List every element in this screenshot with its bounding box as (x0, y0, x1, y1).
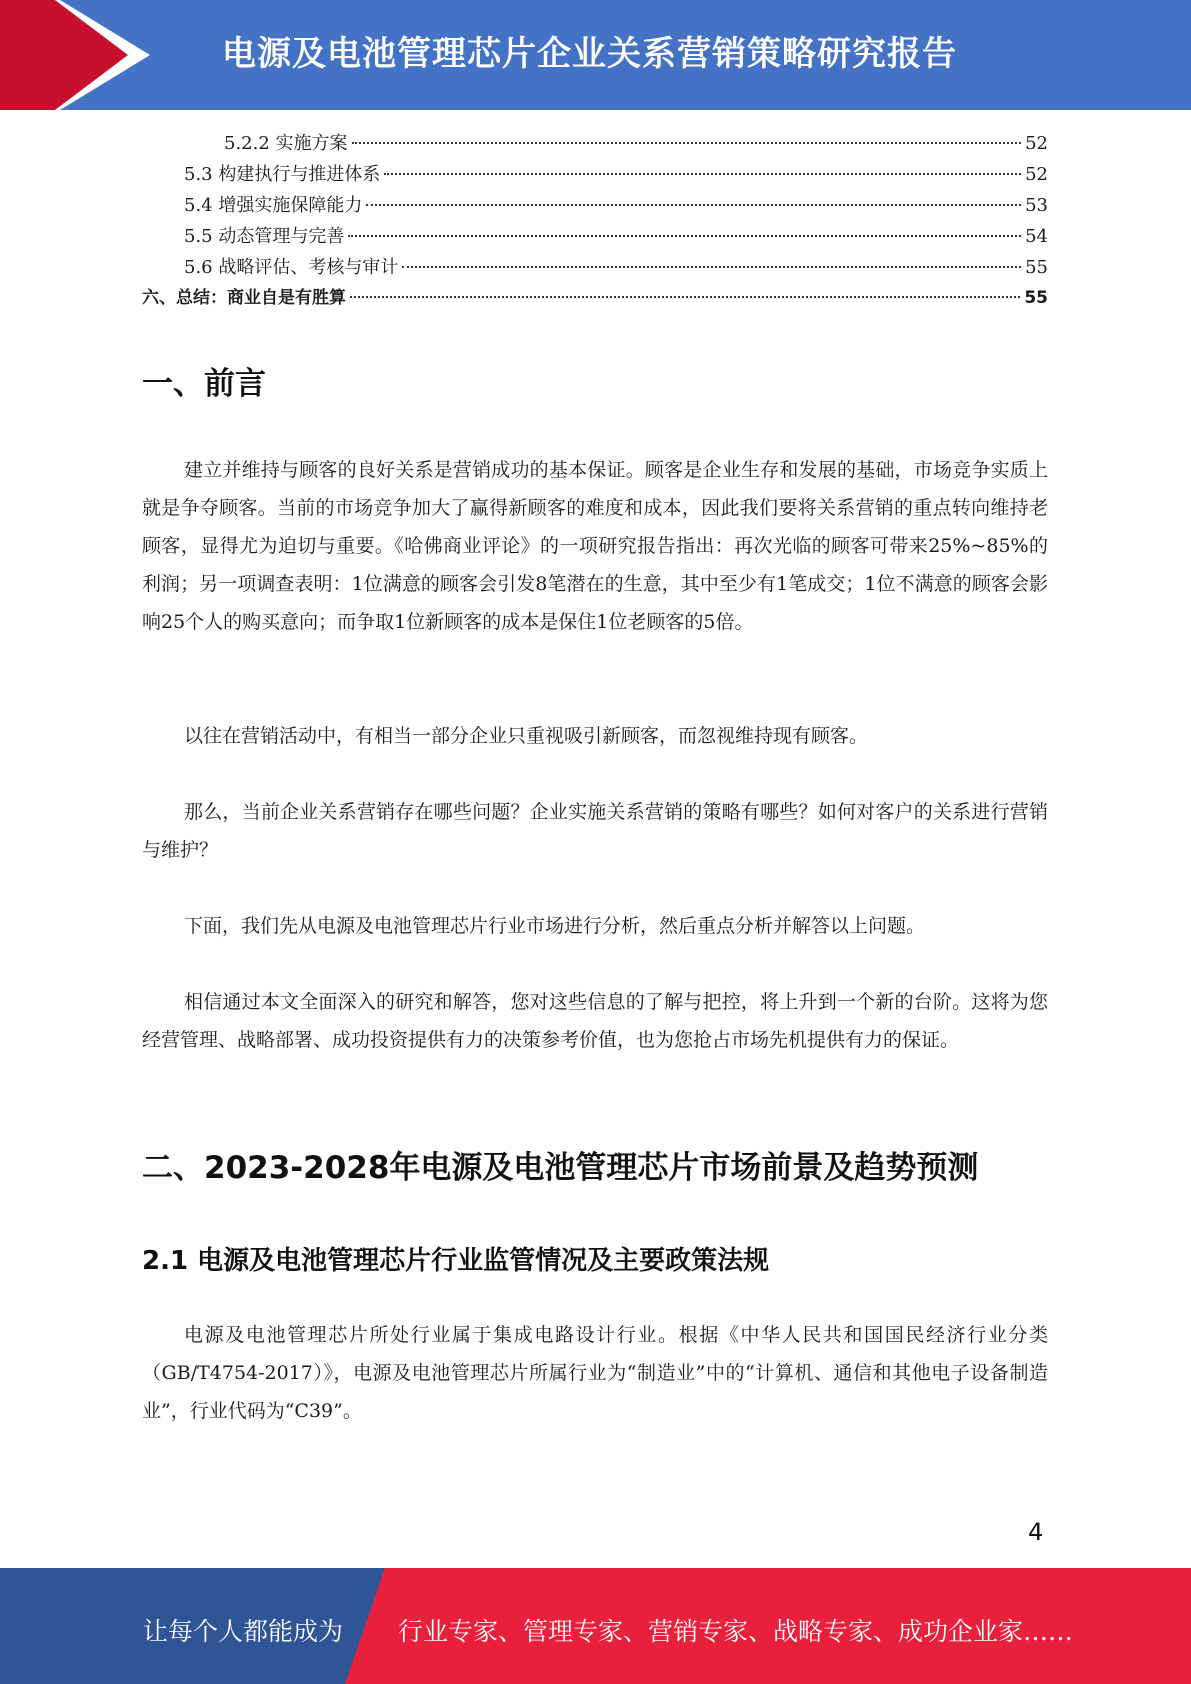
toc-entry[interactable] (142, 283, 1048, 314)
paragraph: 电源及电池管理芯片所处行业属于集成电路设计行业。根据《中华人民共和国国民经济行业分类（GB/T4754-2017）》，电源及电池管理芯片所属行业为“制造业”中的“计算机、通信和其他电子设备制造业”，行业代码为“C39”。 (142, 1324, 1048, 1422)
toc-entry-label: 5.3 构建执行与推进体系 (184, 159, 382, 190)
toc-leader-dots (366, 204, 1021, 206)
paragraph: 那么，当前企业关系营销存在哪些问题？企业实施关系营销的策略有哪些？如何对客户的关系进行营销与维护？ (142, 801, 1048, 861)
toc-leader-dots (402, 266, 1021, 268)
toc-entry-page: 52 (1025, 133, 1048, 154)
page-footer (0, 1568, 1191, 1684)
toc-leader-dots (348, 235, 1021, 237)
toc-leader-dots (384, 173, 1021, 175)
page-number: 4 (1028, 1518, 1044, 1546)
section-heading-preface: 一、前言 (142, 366, 266, 402)
paragraph: 以往在营销活动中，有相当一部分企业只重视吸引新顾客，而忽视维持现有顾客。 (184, 725, 869, 747)
toc-entry-label: 5.6 战略评估、考核与审计 (184, 252, 400, 283)
section-heading-market-forecast: 二、2023-2028年电源及电池管理芯片市场前景及趋势预测 (142, 1150, 979, 1186)
toc-entry-label: 5.4 增强实施保障能力 (184, 190, 364, 221)
table-of-contents (142, 128, 1048, 314)
toc-entry[interactable] (142, 159, 1048, 190)
toc-entry[interactable] (142, 190, 1048, 221)
page-header (0, 0, 1191, 110)
toc-leader-dots (352, 142, 1022, 144)
toc-entry-page: 53 (1025, 195, 1048, 216)
paragraph: 下面，我们先从电源及电池管理芯片行业市场进行分析，然后重点分析并解答以上问题。 (184, 915, 926, 937)
toc-entry-label: 六、总结：商业自是有胜算 (142, 283, 348, 314)
toc-entry-label: 5.2.2 实施方案 (224, 128, 350, 159)
document-title: 电源及电池管理芯片企业关系营销策略研究报告 (222, 34, 957, 74)
toc-leader-dots (350, 296, 1020, 298)
toc-entry-page: 52 (1025, 164, 1048, 185)
footer-slogan-left: 让每个人都能成为 (143, 1617, 344, 1646)
toc-entry[interactable] (142, 252, 1048, 283)
toc-entry[interactable] (142, 128, 1048, 159)
toc-entry-label: 5.5 动态管理与完善 (184, 221, 346, 252)
toc-entry-page: 55 (1024, 288, 1048, 308)
header-chevron-decoration (0, 0, 150, 110)
toc-entry[interactable] (142, 221, 1048, 252)
footer-slogan-right: 行业专家、管理专家、营销专家、战略专家、成功企业家…… (398, 1617, 1074, 1646)
toc-entry-page: 55 (1025, 257, 1048, 278)
subsection-heading-regulation: 2.1 电源及电池管理芯片行业监管情况及主要政策法规 (142, 1246, 770, 1276)
paragraph: 相信通过本文全面深入的研究和解答，您对这些信息的了解与把控，将上升到一个新的台阶。这将为您经营管理、战略部署、成功投资提供有力的决策参考价值，也为您抢占市场先机提供有力的保证。 (142, 991, 1048, 1051)
paragraph: 建立并维持与顾客的良好关系是营销成功的基本保证。顾客是企业生存和发展的基础，市场竞争实质上就是争夺顾客。当前的市场竞争加大了赢得新顾客的难度和成本，因此我们要将关系营销的重点转向维持老顾客，显得尤为迫切与重要。《哈佛商业评论》的一项研究报告指出：再次光临的顾客可带来25%~85%的利润；另一项调查表明：1位满意的顾客会引发8笔潜在的生意，其中至少有1笔成交；1位不满意的顾客会影响25个人的购买意向；而争取1位新顾客的成本是保住1位老顾客的5倍。 (142, 459, 1048, 633)
toc-entry-page: 54 (1025, 226, 1048, 247)
